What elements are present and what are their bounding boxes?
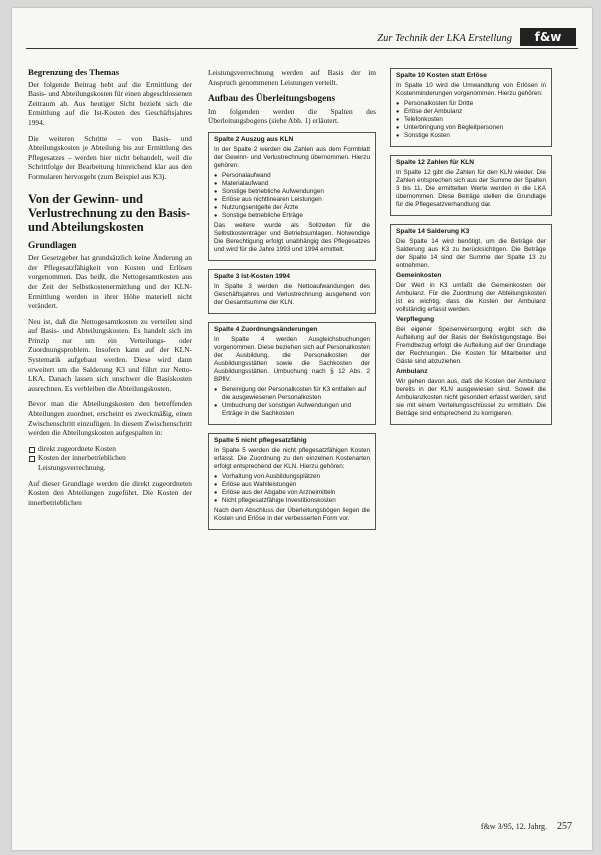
- box-subtitle: Ambulanz: [396, 368, 428, 375]
- box-text: In Spalte 10 wird die Umwandlung von Erlösen in Kostenminderungen vorgenommen. Hierzu gehören:: [396, 82, 546, 97]
- list-item: ● Erlöse aus nichtlinearen Leistungen: [214, 196, 370, 204]
- box-title: Spalte 5 nicht pflegesatzfähig: [214, 436, 307, 444]
- page-number: 257: [557, 821, 572, 832]
- box-list: [214, 386, 370, 418]
- box-title: Spalte 14 Salderung K3: [396, 228, 470, 235]
- list-item: ● Sonstige betriebliche Erträge: [214, 212, 370, 220]
- box-list: [214, 473, 370, 505]
- column-2: [208, 68, 376, 538]
- box-list: [214, 172, 370, 220]
- info-box-spalte-10: [390, 68, 552, 147]
- heading-aufbau: Aufbau des Überleitungsbogens: [208, 94, 336, 105]
- cost-type-list: [28, 444, 192, 473]
- info-box-spalte-5: [208, 433, 376, 530]
- list-item: ● Telefonkosten: [396, 116, 546, 124]
- box-title: Spalte 10 Kosten statt Erlöse: [396, 72, 487, 79]
- box-title: Spalte 4 Zuordnungsänderungen: [214, 325, 318, 333]
- list-item: ● Nutzungsentgelte der Ärzte: [214, 204, 370, 212]
- journal-reference: f&w 3/95, 12. Jahrg.: [480, 822, 547, 831]
- list-item: ● Personalkosten für Dritte: [396, 100, 546, 108]
- box-text: In der Spalte 2 werden die Zahlen aus dem Formblatt der Gewinn- und Verlustrechnung übernommen. Hierzu gehören:: [214, 145, 370, 169]
- box-list: [396, 100, 546, 140]
- header-title: Zur Technik der LKA Erstellung: [377, 33, 512, 44]
- paragraph: Im folgenden werden die Spalten des Überleitungsbogens (siehe Abb. 1) erläutert.: [208, 106, 376, 126]
- box-text: Nach dem Abschluss der Überleitungsbögen liegen die Kosten und Erlöse in der verbesserten Form vor.: [214, 506, 370, 522]
- box-subtitle: Verpflegung: [396, 316, 435, 323]
- list-item: ● Materialaufwand: [214, 180, 370, 188]
- list-item: ● Erlöse aus der Abgabe von Arzneimitteln: [214, 489, 370, 497]
- paragraph: Neu ist, daß die Nettogesamtkosten zu verteilen sind auf Basis- und Abteilungskosten. Es handelt sich im Prinzip nur um ein Verteilungs- oder Zuordnungsproblem. Insofern kann auf der KLN-Systematik aufgebaut werden. Diese wird dann erweitert um die Salderung K3 und führt zur Netto-LKA. Danach lassen sich unschwer die Basiskosten ausrechnen. Es verbleiben die Abteilungskosten.: [28, 316, 192, 393]
- heading-abgrenzung: Begrenzung des Themas: [28, 67, 120, 77]
- paragraph: Leistungsverrechnung werden auf Basis der im Anspruch genommenen Leistungen verteilt.: [208, 68, 376, 87]
- paragraph: Die weiteren Schritte – von Basis- und Abteilungskosten je Abteilung bis zur Ermittlung des Pflegesatzes – werden hier nicht behandelt, weil die Schrittfolge der Bearbeitung hinreichend klar aus den Formularen hervorgeht (zum Beispiel aus K3).: [28, 133, 192, 181]
- list-item: Kosten der innerbetrieblichen Leistungsverrechnung.: [28, 453, 192, 472]
- column-1: [28, 68, 192, 513]
- box-subtitle: Gemeinkosten: [396, 272, 442, 279]
- page-header: [26, 32, 578, 49]
- info-box-spalte-4: [208, 322, 376, 425]
- box-title: Spalte 3 Ist-Kosten 1994: [214, 272, 290, 280]
- paragraph: Der Gesetzgeber hat grundsätzlich keine Änderung an der Pflegesatzfähigkeit von Kosten und Erlösen vorgenommen. Das heißt, die Nettogesamtkosten aus der Zeit der Selbstkostenermittlung und der KLN-Ermittlung werden in ihrer Höhe materiell nicht verändert.: [28, 253, 192, 311]
- paragraph: Der folgende Beitrag hebt auf die Ermittlung der Basis- und Abteilungskosten für einen abgeschlossenen Zeitraum ab. Aus heutiger Sicht bezieht sich die Ermittlung auf die Ist-Kosten des Geschäftsjahres 1994.: [28, 79, 193, 127]
- page-footer: [481, 821, 572, 832]
- box-title: Spalte 2 Auszug aus KLN: [214, 135, 294, 143]
- list-item: ● Personalaufwand: [214, 172, 370, 180]
- info-box-spalte-12: [390, 155, 552, 216]
- paragraph: Auf dieser Grundlage werden die direkt zugeordneten Kosten den Abteilungen zugeführt. Die Kosten der innerbetrieblichen: [28, 478, 192, 507]
- heading-grundlagen: Grundlagen: [28, 240, 77, 251]
- info-box-spalte-14: [390, 224, 552, 425]
- box-text: In Spalte 3 werden die Nettoaufwandungen des Geschäftsjahres und Verlustrechnung ausgehend von der Gesamtsumme der KLN.: [214, 282, 370, 306]
- list-item: ● Bereinigung der Personalkosten für K3 entfallen auf die ausgewiesenen Personalkosten: [214, 386, 370, 402]
- list-item: ● Erlöse der Ambulanz: [396, 108, 546, 116]
- box-text: Das weitere wurde als Sollzeiten für die Selbstkostenträger und Betriebsumlagen. Notwendige Die Berechtigung erfolgt unabhängig des Pflegesatzes und wird für die Jahre 1993 und 1994 ermittelt.: [214, 221, 370, 253]
- box-title: Spalte 12 Zahlen für KLN: [396, 159, 475, 166]
- paragraph: Bevor man die Abteilungskosten den betreffenden Abteilungen zuordnet, erscheint es zweckmäßig, einen Zwischenschritt einzufügen. In diesem Zwischenschritt werden die Abteilungskosten aufgespalten in:: [28, 399, 192, 438]
- list-item: ● Nicht pflegesatzfähige Investitionskosten: [214, 497, 370, 505]
- box-text: Die Spalte 14 wird benötigt, um die Beträge der Salderung aus K3 zu berücksichtigen. Die Beträge der Spalte 14 sind der Summe der Spalte 13 zu entnehmen.: [396, 238, 546, 269]
- info-box-spalte-3: [208, 269, 376, 314]
- column-3: [390, 68, 552, 433]
- list-item: ● Sonstige Kosten: [396, 132, 546, 140]
- info-box-spalte-2: [208, 132, 376, 261]
- list-item: ● Vorhaltung von Ausbildungsplätzen: [214, 473, 370, 481]
- box-text: Der Wert in K3 umfaßt die Gemeinkosten der Ambulanz. Für die Zuordnung der Abteilungskosten ist es wichtig, dass die Kosten der Ambulanz vollständig erfasst werden.: [396, 282, 546, 313]
- document-page: [12, 8, 592, 850]
- list-item: direkt zugeordnete Kosten: [28, 444, 192, 454]
- list-item: ● Umbuchung der sonstigen Aufwendungen und Erträge in die Sachkosten: [214, 402, 370, 418]
- article-title: Von der Gewinn- und Verlustrechnung zu den Basis- und Abteilungskosten: [28, 191, 191, 234]
- box-text: In Spalte 12 gibt die Zahlen für den KLN wieder. Die Zahlen entsprechen sich aus der Summe der Spalten 3 bis 11. Die ermittelten Werte werden in die LKA übernommen. Diese Beträge stellen die Grundlage für die Pflegesatzverhandlung dar.: [396, 169, 546, 208]
- list-item: ● Erlöse aus Wahlleistungen: [214, 481, 370, 489]
- list-item: ● Sonstige betriebliche Aufwendungen: [214, 188, 370, 196]
- journal-logo: f&w: [520, 28, 576, 46]
- box-text: In Spalte 4 werden Ausgleichsbuchungen vorgenommen. Diese beziehen sich auf Personalkosten der Ausbildung, die Personalkosten der Ausbildungsstätten sowie die Sachkosten der Ausbildungsstätten. Umbuchung nach § 12 Abs. 2 BPflV.: [214, 335, 370, 383]
- box-text: In Spalte 5 werden die nicht pflegesatzfähigen Kosten erfasst. Die Zuordnung zu den einzelnen Kostenarten erfolgt entsprechend der KLN. Hierzu gehören:: [214, 446, 370, 470]
- box-text: Wir gehen davon aus, daß die Kosten der Ambulanz bereits in der KLN ausgewiesen sind. Soweit die Ambulanzkosten nicht gesondert erfasst werden, sind sie mit einem Verteilungsschlüssel zu ermitteln. Die Beträge sind entsprechend zu korrigieren.: [396, 378, 546, 417]
- list-item: ● Unterbringung von Begleitpersonen: [396, 124, 546, 132]
- box-text: Bei eigener Speisenversorgung ergibt sich die Aufteilung auf der Basis der Beköstigungstage. Bei Fremdbezug erfolgt die Aufteilung auf der Grundlage der Rechnungen. Die Kosten für Mitarbeiter und Gäste sind abzuziehen.: [396, 326, 546, 365]
